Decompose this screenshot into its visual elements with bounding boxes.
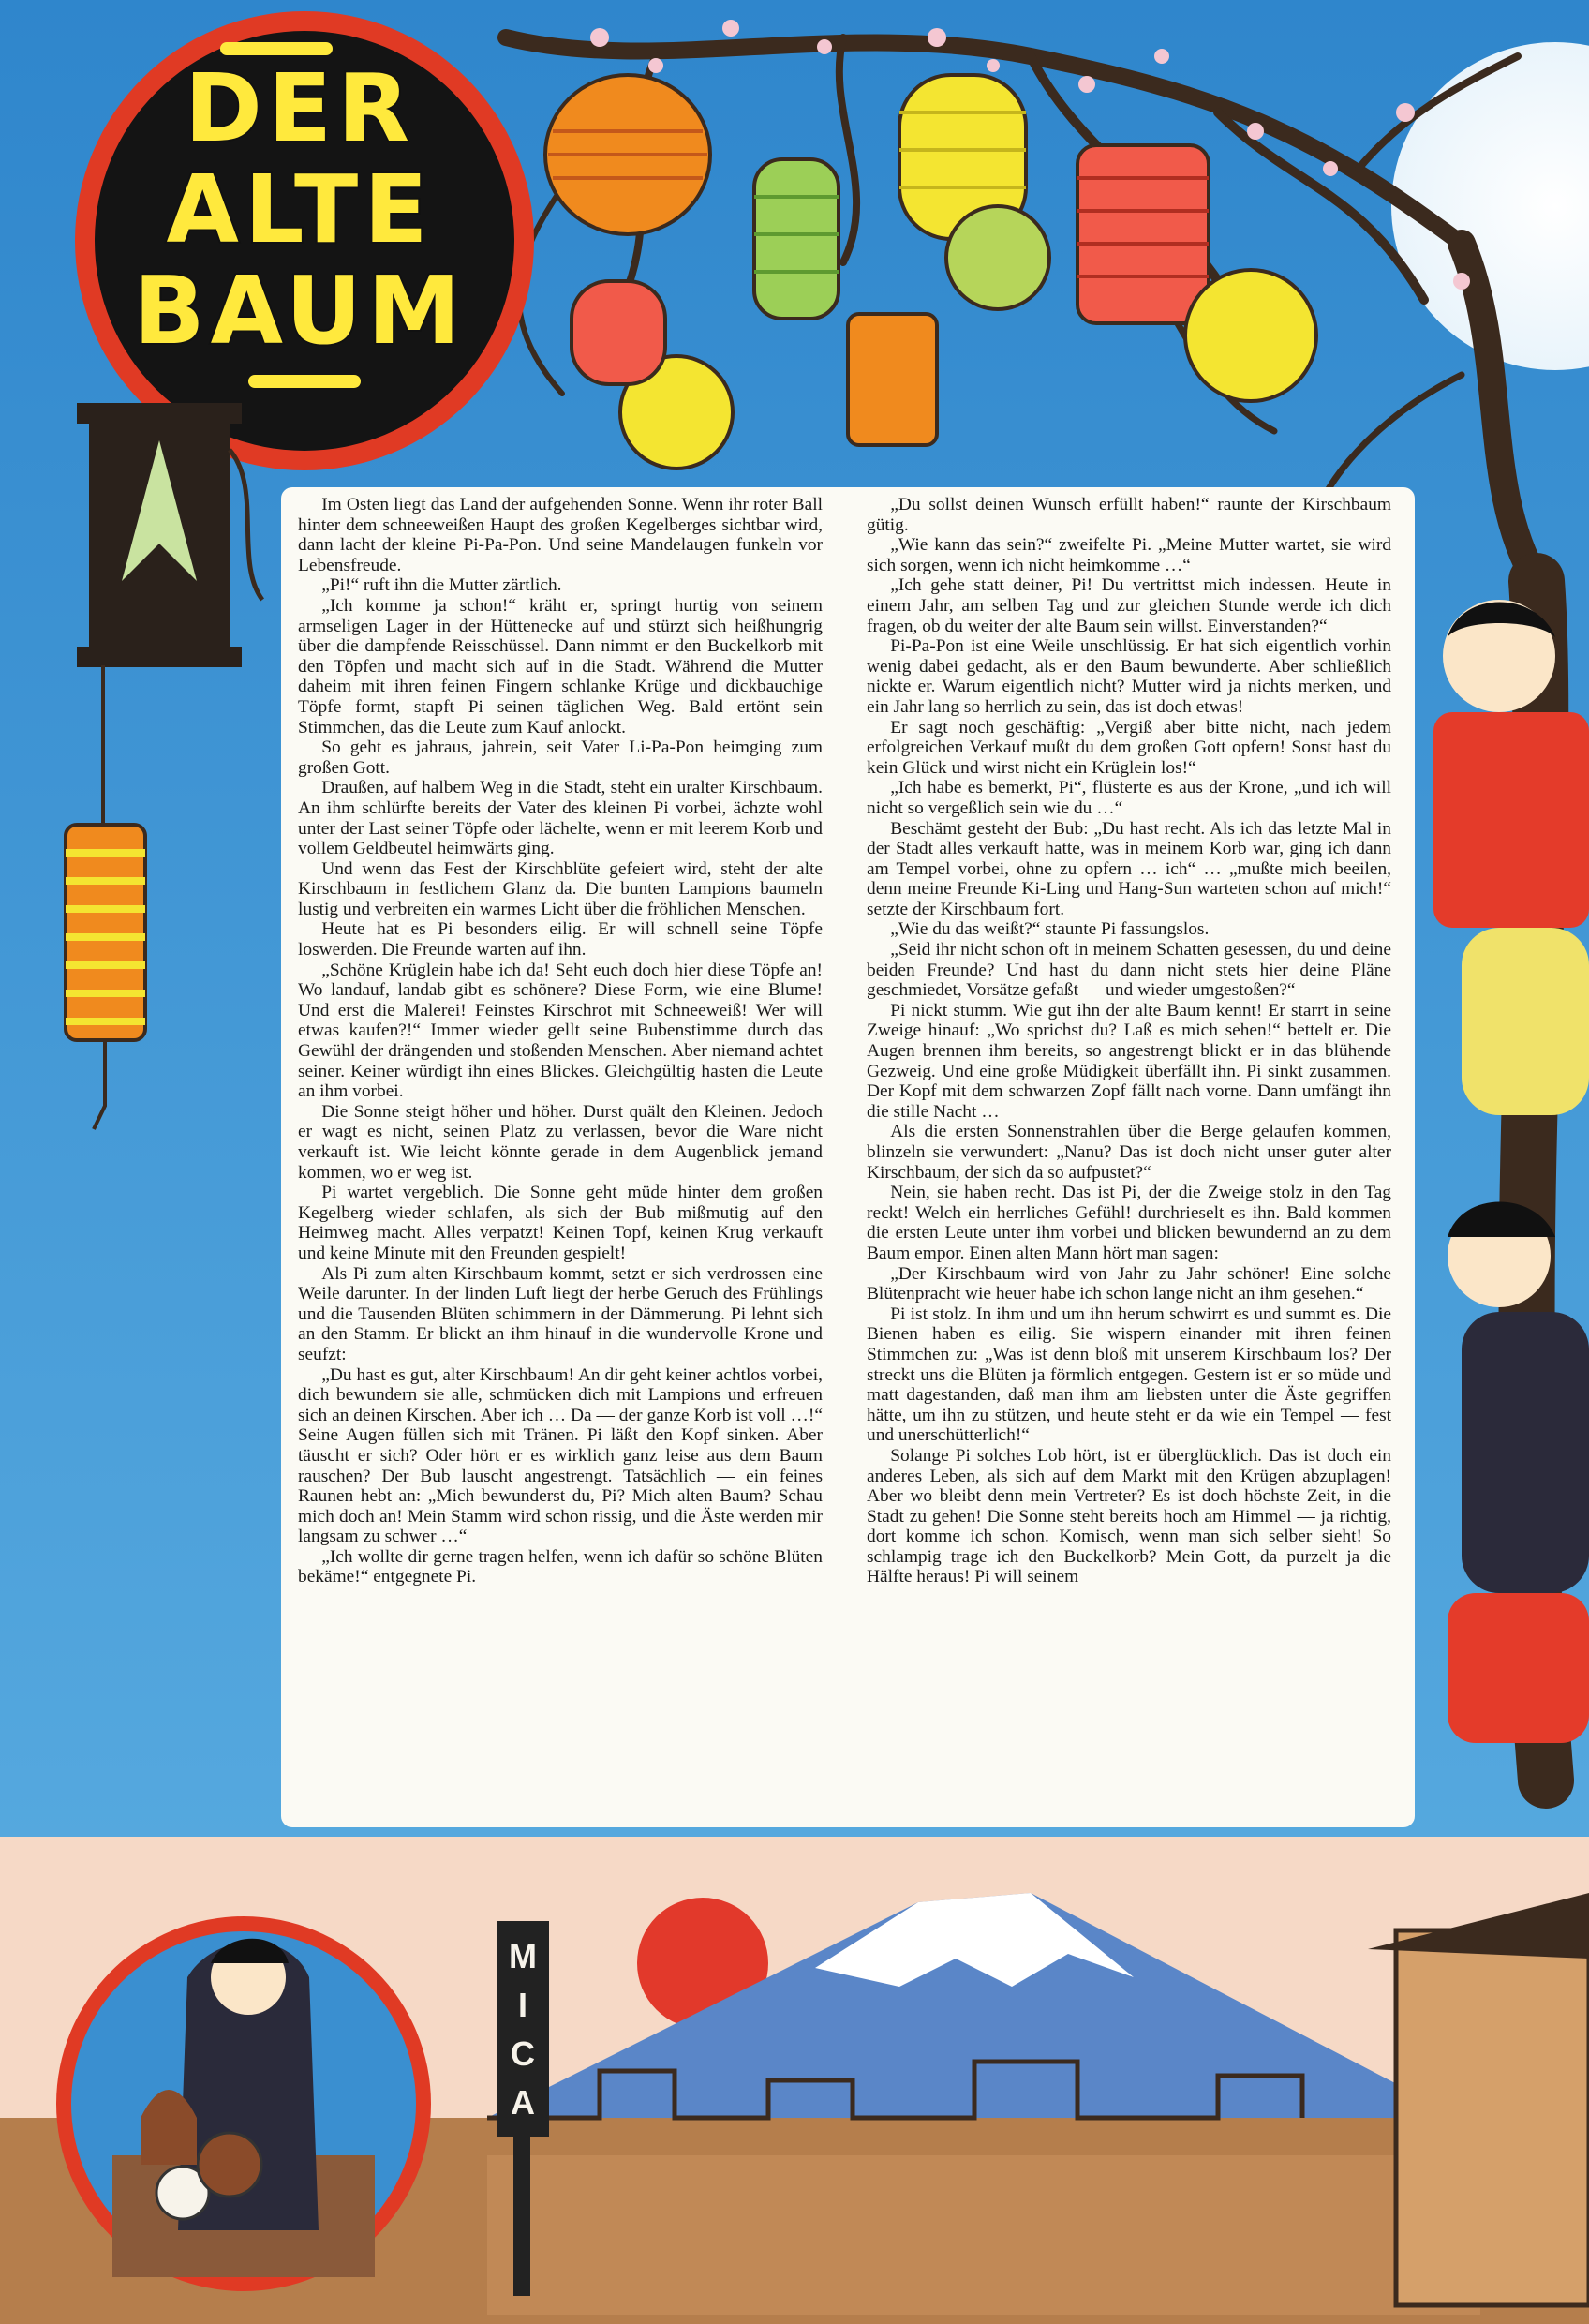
story-paragraph: Solange Pi solches Lob hört, ist er überglücklich. Das ist doch ein anderes Leben, als sich auf dem Markt mit den Krügen abzuplagen! Aber wo bleibt denn mein Vertreter? Es ist doch höchste Zeit, in die Stadt zu gehen! Die Sonne steht bereits hoch am Himmel — ja richtig, dort komme ich schon. Komisch, wenn man sich selber sieht! So schlampig trage ich den Buckelkorb? Mein Gott, da purzelt ja die Hälfte heraus! Pi will seinem — [867, 1445, 1391, 1587]
story-paragraph: „Pi!“ ruft ihn die Mutter zärtlich. — [321, 575, 562, 596]
title-line-3: BAUM — [133, 256, 467, 365]
story-paragraph: „Ich komme ja schon!“ kräht er, springt hurtig von seinem armseligen Lager in der Hüttenecke auf und stürzt sich heißhungrig über die dampfende Reisschüssel. Dann nimmt er den Buckelkorb mit den Töpfen und macht sich auf in die Stadt. Während die Mutter daheim mit ihren feinen Fingern schlanke Krüge und dickbauchige Töpfe formt, stapft Pi seinen täglichen Weg. Bald ertönt sein Stimmchen, das die Leute zum Kauf anlockt. — [298, 595, 823, 737]
story-paragraph: Als Pi zum alten Kirschbaum kommt, setzt er sich verdrossen eine Weile darunter. In der linden Luft liegt der herbe Geruch des Frühlings und die Tausenden Blüten schimmern in der Dämmerung. Pi lehnt sich an den Stamm. Er blickt an ihm hinauf in die wundervolle Krone und seufzt: — [298, 1263, 823, 1364]
story-column-right — [867, 495, 1391, 1587]
story-paragraph: So geht es jahraus, jahrein, seit Vater Li-Pa-Pon heimging zum großen Gott. — [298, 737, 823, 778]
lantern-red-icon — [1077, 145, 1209, 323]
story-paragraph: „Du hast es gut, alter Kirschbaum! An dir geht keiner achtlos vorbei, dich bewundern sie alle, schmücken dich mit Lampions und erfreuen sich an deinen Kirschen. Aber ich … Da — der ganze Korb ist voll …!“ Seine Augen füllen sich mit Tränen. Pi läßt den Kopf sinken. Aber täuscht er sich? Oder hört er es wirklich ganz leise aus dem Baum rauschen? Der Bub lauscht angestrengt. Tatsächlich — ein feines Raunen hebt an: „Mich bewunderst du, Pi? Mich alten Baum? Schau mich doch an! Mein Stamm wird schon rissig, und die Äste werden mir langsam zu schwer …“ — [298, 1364, 823, 1547]
story-paragraph: „Ich habe es bemerkt, Pi“, flüsterte es aus der Krone, „und ich will nicht so vergeßlich sein wie du …“ — [867, 778, 1391, 818]
story-paragraph: „Ich wollte dir gerne tragen helfen, wenn ich dafür so schöne Blüten bekäme!“ entgegnete Pi. — [298, 1546, 823, 1587]
story-paragraph: Im Osten liegt das Land der aufgehenden Sonne. Wenn ihr roter Ball hinter dem schneeweißen Haupt des großen Kegelberges sichtbar wird, dann lacht der kleine Pi-Pa-Pon. Und seine Mandelaugen funkeln vor Lebensfreude. — [298, 495, 823, 575]
title-line-1: DER — [184, 53, 416, 163]
title-line-2: ALTE — [166, 155, 434, 264]
lantern-orange-icon — [545, 75, 710, 234]
story-paragraph: „Wie du das weißt?“ staunte Pi fassungslos. — [890, 919, 1210, 940]
story-paragraph: Er sagt noch geschäftig: „Vergiß aber bitte nicht, nach jedem erfolgreichen Verkauf mußt du dem großen Gott opfern! Sonst hast du kein Glück und wirst nicht ein Krüglein los!“ — [867, 717, 1391, 778]
story-paragraph: Pi-Pa-Pon ist eine Weile unschlüssig. Er hat sich eigentlich vorhin wenig dabei gedacht, als er den Baum bewunderte. Aber schließlich nickte er. Warum eigentlich nicht? Mutter wird ja nichts merken, und ein Jahr lang so herrlich zu sein, das ist doch etwas! — [867, 636, 1391, 717]
story-paragraph: Pi ist stolz. In ihm und um ihn herum schwirrt es und summt es. Die Bienen haben es eilig. Sie wispern einander mit ihren feinen Stimmchen zu: „Was ist denn bloß mit unserem Kirschbaum los? Der streckt uns die Blüten ja förmlich entgegen. Gestern ist er so müde und matt dagestanden, daß man ihm am liebsten unter die Äste gegriffen hätte, um ihn zu stützen, und heute steht er da wie ein Tempel — fest und unerschütterlich!“ — [867, 1304, 1391, 1446]
story-paragraph: Als die ersten Sonnenstrahlen über die Berge gelaufen kommen, blinzeln sie verwundert: „Nanu? Das ist doch nicht unser guter alter Kirschbaum, der sich da so aufpustet?“ — [867, 1122, 1391, 1183]
story-paragraph: „Ich gehe statt deiner, Pi! Du vertrittst mich indessen. Heute in einem Jahr, am selben Tag und zur gleichen Stunde werde ich dich fragen, ob du weiter der alte Baum sein willst. Einverstanden?“ — [867, 575, 1391, 636]
story-paragraph: Nein, sie haben recht. Das ist Pi, der die Zweige stolz in den Tag reckt! Welch ein herrliches Gefühl! durchrieselt es ihn. Bald kommen die ersten Leute unter ihm vorbei und blicken bewundernd an zu dem Baum empor. Einen alten Mann hört man sagen: — [867, 1183, 1391, 1263]
potter-vignette — [56, 1916, 431, 2291]
story-paragraph: Draußen, auf halbem Weg in die Stadt, steht ein uralter Kirschbaum. An ihm schlürfte bereits der Vater des kleinen Pi vorbei, ächzte wohl unter der Last seiner Töpfe oder lächelte, wenn er mit leerem Korb und vollem Geldbeutel heimwärts ging. — [298, 778, 823, 859]
story-paragraph: Die Sonne steigt höher und höher. Durst quält den Kleinen. Jedoch er wagt es nicht, seinen Platz zu verlassen, bevor die Ware nicht verkauft ist. Wie leicht könnte gerade in dem Augenblick jemand kommen, wo er weg ist. — [298, 1101, 823, 1183]
story-paragraph: „Der Kirschbaum wird von Jahr zu Jahr schöner! Eine solche Blütenpracht wie heuer habe ich schon lange nicht an ihm gesehen.“ — [867, 1263, 1391, 1304]
story-paragraph: „Seid ihr nicht schon oft in meinem Schatten gesessen, du und deine beiden Freunde? Und hast du dann nicht stets hier deine Pläne geschmiedet, Vorsätze gefaßt — und wieder umgestoßen?“ — [867, 940, 1391, 1001]
mica-sign-text: M I C A — [509, 1937, 537, 2122]
lantern-green-icon — [754, 159, 839, 319]
story-paragraph: Beschämt gesteht der Bub: „Du hast recht. Als ich das letzte Mal in der Stadt alles verkauft hatte, was in meinem Korb war, ging ich dann am Tempel vorbei, ohne zu opfern … ich“ … „mußte mich beeilen, denn meine Freunde Ki-Ling und Hang-Sun warteten schon auf mich!“ setzte der Kirschbaum fort. — [867, 818, 1391, 919]
story-paragraph: „Du sollst deinen Wunsch erfüllt haben!“ raunte der Kirschbaum gütig. — [867, 495, 1391, 535]
story-paragraph: „Wie kann das sein?“ zweifelte Pi. „Meine Mutter wartet, sie wird sich sorgen, wenn ich nicht heimkomme …“ — [867, 535, 1391, 575]
story-paragraph: Und wenn das Fest der Kirschblüte gefeiert wird, steht der alte Kirschbaum in festlichem Glanz da. Die bunten Lampions baumeln lustig und verbreiten ein warmes Licht über die fröhlichen Menschen. — [298, 858, 823, 919]
story-paragraph: Pi wartet vergeblich. Die Sonne geht müde hinter dem großen Kegelberg wieder schlafen, als sich der Bub mißmutig auf den Heimweg macht. Alles verpatzt! Keinen Topf, keinen Krug verkauft und keine Minute mit den Freunden gespielt! — [298, 1183, 823, 1263]
story-paragraph: Heute hat es Pi besonders eilig. Er will schnell seine Töpfe loswerden. Die Freunde warten auf ihn. — [298, 919, 823, 961]
story-paragraph: Pi nickt stumm. Wie gut ihn der alte Baum kennt! Er starrt in seine Zweige hinauf: „Wo sprichst du? Laß es mich sehen!“ bettelt er. Die Augen brennen ihm bereits, so angestrengt blickt er in das blühende Gezweig. Und eine große Müdigkeit überfällt ihn. Pi sinkt zusammen. Der Kopf mit dem schwarzen Zopf fällt nach vorne. Dann umfängt ihn die stille Nacht … — [867, 1000, 1391, 1122]
story-paragraph: „Schöne Krüglein habe ich da! Seht euch doch hier diese Töpfe an! Wo landauf, landab gibt es schönere? Diese Form, wie eine Blume! Und erst die Malerei! Feinstes Kirschrot mit Schneeweiß! Wer will etwas kaufen?!“ Immer wieder gellt seine Bubenstimme durch das Gewühl der drängenden und stoßenden Menschen. Aber niemand achtet seiner. Keiner würdigt ihn eines Blickes. Gleichgültig hasten die Leute an ihm vorbei. — [298, 960, 823, 1102]
story-column-left — [298, 495, 823, 1587]
